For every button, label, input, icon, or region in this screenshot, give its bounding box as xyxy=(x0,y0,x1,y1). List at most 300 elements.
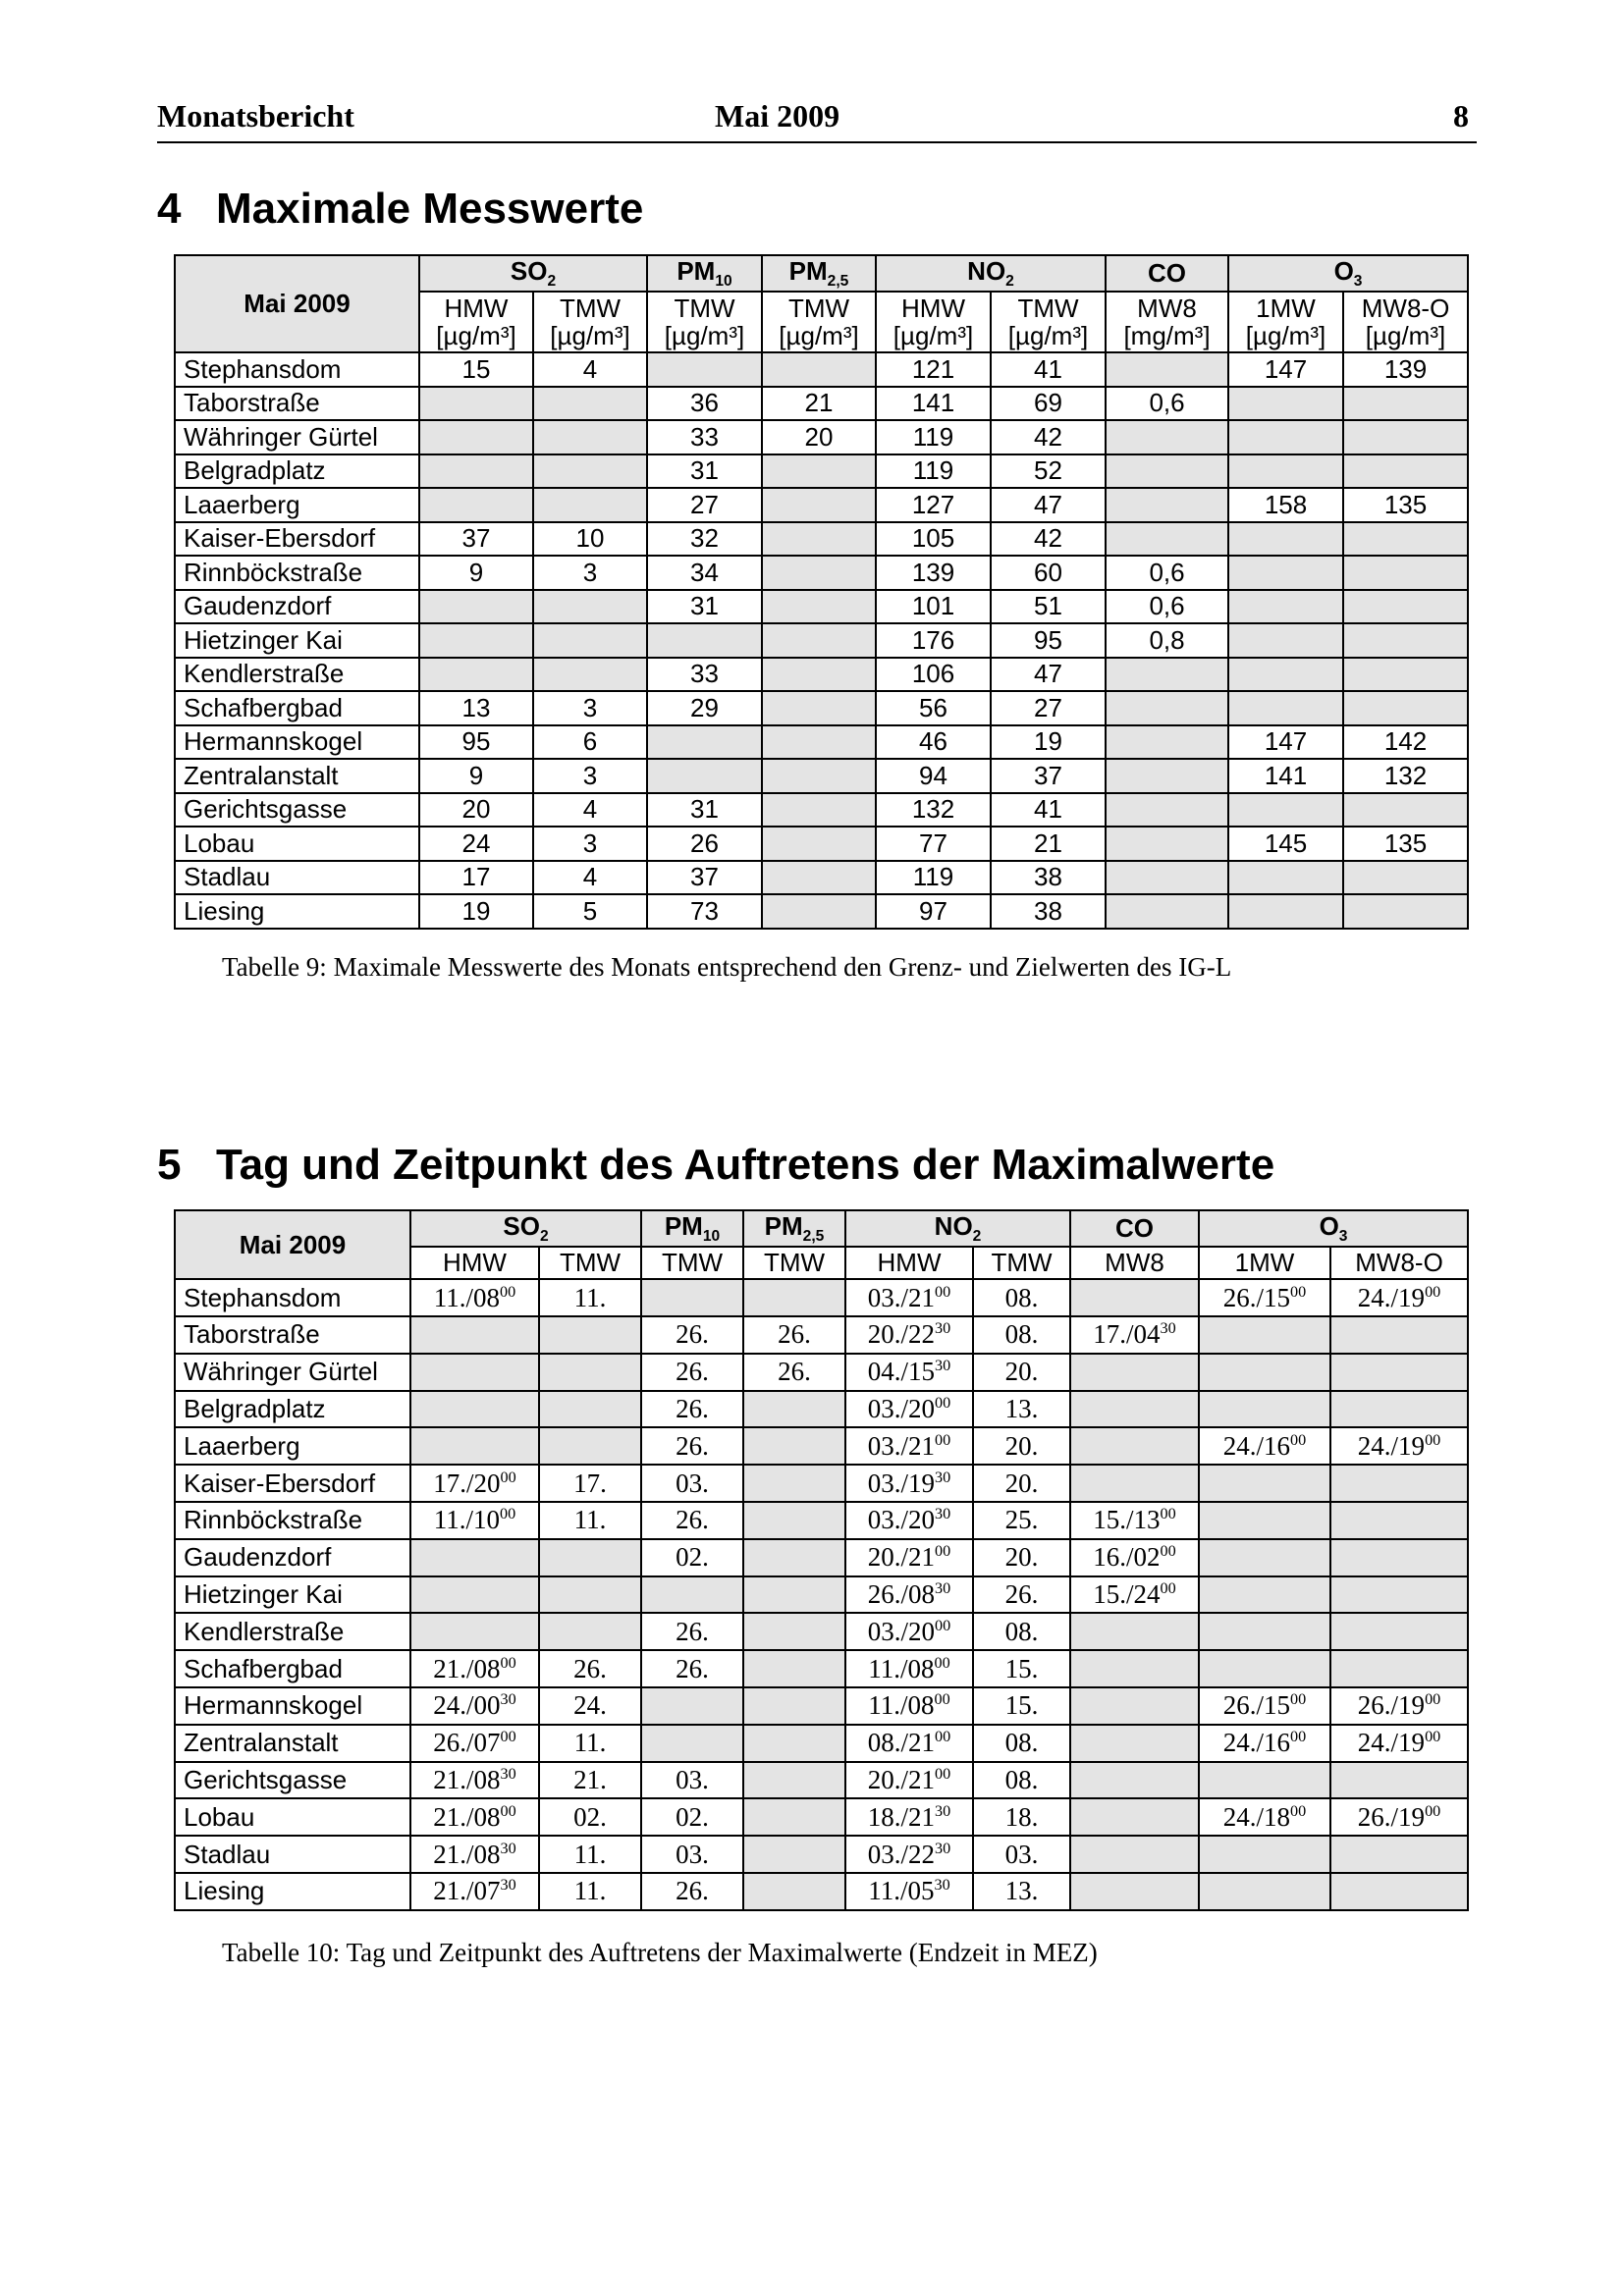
cell-pm25 xyxy=(743,1279,845,1316)
cell-co xyxy=(1106,894,1228,929)
cell-so2-tmw xyxy=(533,420,647,454)
group-pm25 xyxy=(743,1210,845,1247)
cell-pm25 xyxy=(762,827,876,861)
cell-pm10: 03. xyxy=(641,1836,743,1873)
cell-pm10 xyxy=(641,1279,743,1316)
station-name: Taborstraße xyxy=(175,1316,410,1354)
column-header-tmw xyxy=(973,1247,1070,1279)
group-label: PM xyxy=(788,256,828,286)
cell-o3-1mw xyxy=(1228,420,1343,454)
cell-no2-tmw: 41 xyxy=(991,793,1106,828)
cell-o3-mw8 xyxy=(1343,420,1468,454)
cell-no2-tmw: 47 xyxy=(991,488,1106,522)
cell-pm25 xyxy=(743,1650,845,1687)
cell-o3-1mw xyxy=(1228,590,1343,624)
cell-no2-hmw: $03./20^{00}$ xyxy=(845,1613,973,1650)
cell-so2-tmw: 11. xyxy=(539,1836,641,1873)
cell-so2-tmw: 21. xyxy=(539,1762,641,1799)
column-unit: [µg/m³] xyxy=(1245,321,1326,351)
cell-so2-hmw: $11./08^{00}$ xyxy=(410,1279,539,1316)
table-row xyxy=(175,759,1468,793)
cell-no2-tmw: 20. xyxy=(973,1465,1070,1502)
cell-co xyxy=(1106,861,1228,895)
cell-so2-tmw: 3 xyxy=(533,691,647,725)
cell-co: 0,6 xyxy=(1106,590,1228,624)
cell-co xyxy=(1106,352,1228,387)
cell-so2-tmw: 6 xyxy=(533,725,647,760)
cell-o3-mw8 xyxy=(1343,658,1468,692)
cell-no2-hmw: $20./22^{30}$ xyxy=(845,1316,973,1354)
cell-co xyxy=(1106,691,1228,725)
cell-o3-mw8 xyxy=(1343,556,1468,590)
cell-no2-tmw: 37 xyxy=(991,759,1106,793)
cell-o3-mw8: 135 xyxy=(1343,827,1468,861)
cell-no2-tmw: 15. xyxy=(973,1687,1070,1725)
cell-so2-tmw xyxy=(533,454,647,489)
cell-no2-hmw: 46 xyxy=(876,725,991,760)
cell-no2-hmw: $20./21^{00}$ xyxy=(845,1539,973,1576)
cell-no2-hmw: 119 xyxy=(876,454,991,489)
cell-o3-1mw: $24./16^{00}$ xyxy=(1199,1725,1330,1762)
cell-no2-tmw: 51 xyxy=(991,590,1106,624)
table-row xyxy=(175,454,1468,489)
cell-o3-1mw xyxy=(1199,1354,1330,1391)
cell-pm25 xyxy=(743,1539,845,1576)
cell-no2-tmw: 26. xyxy=(973,1576,1070,1614)
table-row xyxy=(175,1725,1468,1762)
table-row xyxy=(175,1873,1468,1910)
column-unit: [µg/m³] xyxy=(664,321,745,351)
table-row xyxy=(175,1354,1468,1391)
cell-o3-mw8 xyxy=(1343,894,1468,929)
group-label: PM xyxy=(764,1211,803,1241)
cell-no2-hmw: $03./22^{30}$ xyxy=(845,1836,973,1873)
cell-o3-1mw xyxy=(1199,1465,1330,1502)
cell-co xyxy=(1070,1391,1199,1428)
cell-co xyxy=(1106,759,1228,793)
cell-no2-hmw: 56 xyxy=(876,691,991,725)
cell-pm25 xyxy=(743,1465,845,1502)
column-header-mw8-o xyxy=(1330,1247,1468,1279)
group-label: NO xyxy=(967,256,1006,286)
cell-no2-tmw: 60 xyxy=(991,556,1106,590)
cell-so2-tmw xyxy=(539,1354,641,1391)
column-header-hmw xyxy=(876,292,991,352)
column-label: TMW xyxy=(991,1248,1053,1278)
group-subscript: 10 xyxy=(715,273,732,291)
cell-o3-mw8: $26./19^{00}$ xyxy=(1330,1687,1468,1725)
cell-no2-tmw: 21 xyxy=(991,827,1106,861)
cell-co xyxy=(1070,1762,1199,1799)
cell-so2-hmw: $21./08^{00}$ xyxy=(410,1650,539,1687)
station-name: Hermannskogel xyxy=(175,725,419,760)
cell-no2-hmw: $20./21^{00}$ xyxy=(845,1762,973,1799)
cell-pm25 xyxy=(762,352,876,387)
report-title: Monatsbericht xyxy=(157,98,354,133)
cell-o3-1mw: $26./15^{00}$ xyxy=(1199,1279,1330,1316)
table-corner xyxy=(175,255,419,352)
cell-so2-hmw xyxy=(410,1539,539,1576)
column-header-hmw xyxy=(419,292,533,352)
section-number: 5 xyxy=(157,1141,182,1189)
station-name: Lobau xyxy=(175,827,419,861)
cell-no2-hmw: 94 xyxy=(876,759,991,793)
column-header-hmw xyxy=(845,1247,973,1279)
cell-o3-1mw xyxy=(1199,1762,1330,1799)
cell-pm10: 34 xyxy=(647,556,762,590)
cell-o3-mw8 xyxy=(1343,454,1468,489)
table-row xyxy=(175,1539,1468,1576)
table-row xyxy=(175,488,1468,522)
cell-so2-tmw xyxy=(533,623,647,658)
station-name: Kendlerstraße xyxy=(175,1613,410,1650)
cell-no2-tmw: 25. xyxy=(973,1502,1070,1539)
table-row xyxy=(175,623,1468,658)
cell-no2-hmw: $04./15^{30}$ xyxy=(845,1354,973,1391)
cell-o3-mw8 xyxy=(1330,1539,1468,1576)
table-row xyxy=(175,1465,1468,1502)
cell-o3-1mw xyxy=(1199,1650,1330,1687)
cell-o3-1mw xyxy=(1199,1316,1330,1354)
cell-no2-hmw: $11./05^{30}$ xyxy=(845,1873,973,1910)
cell-o3-1mw xyxy=(1228,894,1343,929)
cell-no2-hmw: $03./21^{00}$ xyxy=(845,1279,973,1316)
cell-o3-1mw: 141 xyxy=(1228,759,1343,793)
table-row xyxy=(175,420,1468,454)
cell-pm25: 26. xyxy=(743,1316,845,1354)
cell-so2-hmw xyxy=(419,454,533,489)
cell-pm10: 26. xyxy=(641,1502,743,1539)
table-row xyxy=(175,691,1468,725)
cell-no2-tmw: 20. xyxy=(973,1427,1070,1465)
cell-so2-tmw: 3 xyxy=(533,759,647,793)
column-unit: [µg/m³] xyxy=(779,321,859,351)
cell-so2-tmw: 10 xyxy=(533,522,647,557)
cell-pm10: 03. xyxy=(641,1762,743,1799)
cell-o3-mw8 xyxy=(1330,1873,1468,1910)
station-name: Stephansdom xyxy=(175,352,419,387)
column-header-tmw xyxy=(647,292,762,352)
cell-no2-hmw: $03./19^{30}$ xyxy=(845,1465,973,1502)
cell-pm25 xyxy=(743,1798,845,1836)
column-header-tmw xyxy=(539,1247,641,1279)
cell-no2-tmw: 38 xyxy=(991,894,1106,929)
table-row xyxy=(175,1798,1468,1836)
cell-no2-hmw: 121 xyxy=(876,352,991,387)
cell-o3-1mw xyxy=(1199,1576,1330,1614)
cell-o3-mw8: 135 xyxy=(1343,488,1468,522)
group-label: CO xyxy=(1148,258,1187,289)
cell-co: 0,8 xyxy=(1106,623,1228,658)
cell-no2-hmw: 106 xyxy=(876,658,991,692)
cell-o3-mw8 xyxy=(1343,861,1468,895)
cell-pm25 xyxy=(743,1687,845,1725)
cell-no2-tmw: 13. xyxy=(973,1873,1070,1910)
cell-pm25 xyxy=(762,725,876,760)
cell-pm10 xyxy=(641,1725,743,1762)
cell-o3-1mw xyxy=(1228,793,1343,828)
cell-o3-1mw xyxy=(1228,522,1343,557)
cell-o3-mw8 xyxy=(1330,1650,1468,1687)
cell-so2-hmw: 20 xyxy=(419,793,533,828)
table-row xyxy=(175,522,1468,557)
group-subscript: 2 xyxy=(547,273,557,291)
column-header-mw8-o xyxy=(1343,292,1468,352)
cell-no2-tmw: 69 xyxy=(991,387,1106,421)
cell-so2-tmw: 4 xyxy=(533,861,647,895)
cell-no2-tmw: 15. xyxy=(973,1650,1070,1687)
station-name: Hietzinger Kai xyxy=(175,1576,410,1614)
cell-pm10: 29 xyxy=(647,691,762,725)
cell-so2-tmw: 4 xyxy=(533,793,647,828)
cell-o3-mw8 xyxy=(1330,1391,1468,1428)
column-header-tmw xyxy=(641,1247,743,1279)
cell-o3-1mw: 158 xyxy=(1228,488,1343,522)
cell-pm10: 31 xyxy=(647,793,762,828)
column-label: 1MW xyxy=(1256,294,1316,324)
table-9-caption: Tabelle 9: Maximale Messwerte des Monats entsprechend den Grenz- und Zielwerten des IG-L xyxy=(222,952,1232,982)
cell-no2-tmw: 08. xyxy=(973,1762,1070,1799)
column-label: MW8 xyxy=(1105,1248,1164,1278)
group-label: PM xyxy=(676,256,716,286)
station-name: Stadlau xyxy=(175,1836,410,1873)
table-corner xyxy=(175,1210,410,1279)
station-name: Belgradplatz xyxy=(175,454,419,489)
station-name: Währinger Gürtel xyxy=(175,420,419,454)
cell-o3-mw8: 142 xyxy=(1343,725,1468,760)
cell-o3-mw8 xyxy=(1330,1613,1468,1650)
cell-o3-1mw xyxy=(1199,1391,1330,1428)
cell-no2-hmw: $11./08^{00}$ xyxy=(845,1687,973,1725)
cell-so2-tmw: 11. xyxy=(539,1502,641,1539)
cell-co xyxy=(1106,454,1228,489)
cell-pm10: 33 xyxy=(647,658,762,692)
cell-co xyxy=(1070,1279,1199,1316)
group-subscript: 2 xyxy=(539,1228,549,1246)
station-name: Währinger Gürtel xyxy=(175,1354,410,1391)
cell-co xyxy=(1106,420,1228,454)
cell-o3-mw8 xyxy=(1330,1836,1468,1873)
column-label: TMW xyxy=(661,1248,724,1278)
cell-o3-mw8: $24./19^{00}$ xyxy=(1330,1427,1468,1465)
cell-no2-tmw: 47 xyxy=(991,658,1106,692)
cell-so2-hmw xyxy=(410,1354,539,1391)
cell-pm10: 37 xyxy=(647,861,762,895)
cell-o3-1mw: $26./15^{00}$ xyxy=(1199,1687,1330,1725)
cell-pm25 xyxy=(762,454,876,489)
cell-so2-hmw: 9 xyxy=(419,556,533,590)
cell-pm10: 26 xyxy=(647,827,762,861)
cell-o3-1mw xyxy=(1199,1613,1330,1650)
cell-co xyxy=(1070,1613,1199,1650)
table-row xyxy=(175,1391,1468,1428)
table-row xyxy=(175,861,1468,895)
cell-o3-1mw xyxy=(1228,623,1343,658)
group-subscript: 2 xyxy=(1005,273,1014,291)
cell-co xyxy=(1070,1650,1199,1687)
table-row xyxy=(175,1279,1468,1316)
column-label: TMW xyxy=(559,294,622,324)
cell-o3-mw8 xyxy=(1343,793,1468,828)
cell-o3-mw8 xyxy=(1330,1576,1468,1614)
cell-o3-mw8 xyxy=(1343,623,1468,658)
table-row xyxy=(175,1613,1468,1650)
group-so2 xyxy=(410,1210,641,1247)
cell-pm10: 31 xyxy=(647,454,762,489)
cell-no2-hmw: $18./21^{30}$ xyxy=(845,1798,973,1836)
column-label: HMW xyxy=(444,294,509,324)
cell-so2-hmw xyxy=(410,1427,539,1465)
cell-no2-tmw: 52 xyxy=(991,454,1106,489)
cell-no2-hmw: 97 xyxy=(876,894,991,929)
table-row xyxy=(175,793,1468,828)
cell-so2-hmw xyxy=(419,658,533,692)
column-unit: [µg/m³] xyxy=(1007,321,1089,351)
cell-o3-1mw: 147 xyxy=(1228,352,1343,387)
column-unit: [µg/m³] xyxy=(550,321,630,351)
cell-so2-tmw xyxy=(539,1539,641,1576)
cell-no2-tmw: 95 xyxy=(991,623,1106,658)
cell-no2-tmw: 08. xyxy=(973,1725,1070,1762)
station-name: Kaiser-Ebersdorf xyxy=(175,522,419,557)
column-label: HMW xyxy=(901,294,965,324)
cell-o3-mw8 xyxy=(1343,691,1468,725)
station-name: Kendlerstraße xyxy=(175,658,419,692)
group-label: CO xyxy=(1115,1213,1155,1244)
cell-pm25: 20 xyxy=(762,420,876,454)
station-name: Gerichtsgasse xyxy=(175,793,419,828)
column-unit: [µg/m³] xyxy=(1365,321,1446,351)
group-label: PM xyxy=(664,1211,703,1241)
cell-no2-hmw: 119 xyxy=(876,420,991,454)
cell-so2-hmw: 17 xyxy=(419,861,533,895)
cell-so2-hmw: 24 xyxy=(419,827,533,861)
station-name: Stadlau xyxy=(175,861,419,895)
group-o3 xyxy=(1228,255,1468,292)
table-row xyxy=(175,894,1468,929)
table-row xyxy=(175,827,1468,861)
station-name: Belgradplatz xyxy=(175,1391,410,1428)
cell-o3-1mw: $24./18^{00}$ xyxy=(1199,1798,1330,1836)
cell-pm25 xyxy=(762,759,876,793)
cell-o3-mw8 xyxy=(1330,1354,1468,1391)
cell-so2-tmw: 17. xyxy=(539,1465,641,1502)
cell-co: $17./04^{30}$ xyxy=(1070,1316,1199,1354)
cell-o3-mw8 xyxy=(1343,522,1468,557)
group-subscript: 2,5 xyxy=(827,273,849,291)
cell-so2-hmw xyxy=(410,1316,539,1354)
column-label: MW8-O xyxy=(1355,1248,1443,1278)
column-label: HMW xyxy=(443,1248,507,1278)
section-title: Tag und Zeitpunkt des Auftretens der Maximalwerte xyxy=(216,1141,1275,1189)
cell-no2-tmw: 18. xyxy=(973,1798,1070,1836)
cell-o3-1mw xyxy=(1228,387,1343,421)
column-label: MW8-O xyxy=(1361,294,1450,324)
cell-no2-hmw: 77 xyxy=(876,827,991,861)
column-unit: [µg/m³] xyxy=(893,321,974,351)
table-row xyxy=(175,1650,1468,1687)
cell-pm25 xyxy=(762,623,876,658)
cell-no2-hmw: 132 xyxy=(876,793,991,828)
cell-so2-hmw: 9 xyxy=(419,759,533,793)
report-month: Mai 2009 xyxy=(715,98,840,133)
column-label: MW8 xyxy=(1137,294,1197,324)
cell-pm10: 36 xyxy=(647,387,762,421)
cell-o3-mw8: 132 xyxy=(1343,759,1468,793)
column-unit: [µg/m³] xyxy=(436,321,516,351)
cell-no2-tmw: 20. xyxy=(973,1354,1070,1391)
cell-pm25 xyxy=(743,1576,845,1614)
cell-pm25 xyxy=(743,1873,845,1910)
table-row xyxy=(175,556,1468,590)
table-row xyxy=(175,658,1468,692)
cell-no2-tmw: 41 xyxy=(991,352,1106,387)
cell-no2-hmw: 141 xyxy=(876,387,991,421)
station-name: Rinnböckstraße xyxy=(175,1502,410,1539)
cell-co xyxy=(1106,488,1228,522)
cell-pm25 xyxy=(762,556,876,590)
page-header xyxy=(157,94,1477,143)
group-subscript: 3 xyxy=(1338,1228,1348,1246)
page-number: 8 xyxy=(1453,98,1469,133)
group-label: O xyxy=(1333,256,1354,286)
cell-no2-tmw: 42 xyxy=(991,522,1106,557)
cell-pm10: 31 xyxy=(647,590,762,624)
column-label: TMW xyxy=(559,1248,622,1278)
cell-pm25 xyxy=(762,522,876,557)
cell-so2-hmw xyxy=(419,623,533,658)
cell-so2-hmw: $17./20^{00}$ xyxy=(410,1465,539,1502)
cell-so2-tmw xyxy=(533,488,647,522)
group-o3 xyxy=(1199,1210,1468,1247)
cell-o3-mw8 xyxy=(1343,387,1468,421)
cell-no2-hmw: $08./21^{00}$ xyxy=(845,1725,973,1762)
cell-co xyxy=(1070,1873,1199,1910)
cell-so2-hmw: 37 xyxy=(419,522,533,557)
group-label: SO xyxy=(510,256,548,286)
group-label: O xyxy=(1319,1211,1339,1241)
cell-so2-hmw xyxy=(419,590,533,624)
cell-o3-1mw xyxy=(1199,1836,1330,1873)
cell-pm10: 26. xyxy=(641,1613,743,1650)
table-row xyxy=(175,725,1468,760)
cell-pm25 xyxy=(762,691,876,725)
cell-so2-hmw: $21./08^{30}$ xyxy=(410,1836,539,1873)
column-unit: [mg/m³] xyxy=(1123,321,1211,351)
station-name: Gaudenzdorf xyxy=(175,590,419,624)
cell-pm10: 33 xyxy=(647,420,762,454)
cell-o3-mw8 xyxy=(1343,590,1468,624)
cell-o3-1mw: 147 xyxy=(1228,725,1343,760)
cell-no2-tmw: 08. xyxy=(973,1316,1070,1354)
table-row xyxy=(175,1502,1468,1539)
cell-co xyxy=(1070,1725,1199,1762)
table-10-caption: Tabelle 10: Tag und Zeitpunkt des Auftretens der Maximalwerte (Endzeit in MEZ) xyxy=(222,1938,1098,1967)
cell-co xyxy=(1106,522,1228,557)
cell-o3-1mw xyxy=(1199,1873,1330,1910)
cell-pm25 xyxy=(743,1762,845,1799)
station-name: Kaiser-Ebersdorf xyxy=(175,1465,410,1502)
cell-pm25 xyxy=(743,1391,845,1428)
cell-pm10 xyxy=(641,1687,743,1725)
cell-co: $16./02^{00}$ xyxy=(1070,1539,1199,1576)
cell-pm25 xyxy=(762,793,876,828)
cell-so2-tmw: 11. xyxy=(539,1873,641,1910)
cell-so2-tmw xyxy=(533,387,647,421)
cell-o3-1mw: 145 xyxy=(1228,827,1343,861)
cell-pm10: 27 xyxy=(647,488,762,522)
cell-pm10: 26. xyxy=(641,1650,743,1687)
